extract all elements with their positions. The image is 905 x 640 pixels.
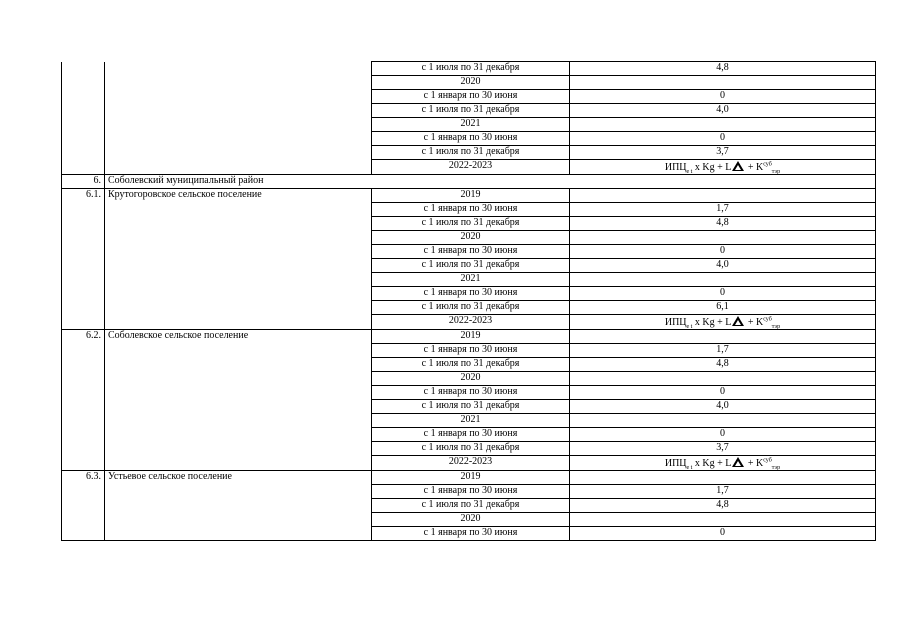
period-cell: 2022-2023 bbox=[372, 456, 570, 471]
item-number bbox=[62, 76, 105, 90]
period-cell: с 1 июля по 31 декабря bbox=[372, 146, 570, 160]
value-cell: 0 bbox=[570, 428, 876, 442]
settlement-name bbox=[105, 400, 372, 414]
settlement-name bbox=[105, 273, 372, 287]
value-cell bbox=[570, 76, 876, 90]
value-cell: 0 bbox=[570, 287, 876, 301]
period-cell: с 1 января по 30 июня bbox=[372, 245, 570, 259]
formula-plus: + K bbox=[745, 317, 764, 328]
formula-sub: е t bbox=[686, 169, 693, 175]
table-row bbox=[62, 513, 876, 527]
table-row bbox=[62, 118, 876, 132]
table-row bbox=[62, 414, 876, 428]
period-cell: с 1 января по 30 июня bbox=[372, 527, 570, 541]
table-row bbox=[62, 104, 876, 118]
value-cell: 0 bbox=[570, 245, 876, 259]
item-number bbox=[62, 287, 105, 301]
table-row bbox=[62, 62, 876, 76]
item-number: 6.2. bbox=[62, 330, 105, 344]
table-row bbox=[62, 485, 876, 499]
value-cell bbox=[570, 471, 876, 485]
formula-cell bbox=[570, 160, 876, 175]
item-number bbox=[62, 442, 105, 456]
item-number bbox=[62, 301, 105, 315]
period-cell: 2021 bbox=[372, 414, 570, 428]
tariff-table bbox=[61, 61, 876, 541]
table-row bbox=[62, 527, 876, 541]
period-cell: 2020 bbox=[372, 231, 570, 245]
item-number bbox=[62, 259, 105, 273]
table-row bbox=[62, 428, 876, 442]
value-cell bbox=[570, 330, 876, 344]
period-cell: 2019 bbox=[372, 330, 570, 344]
period-cell: 2020 bbox=[372, 76, 570, 90]
settlement-name bbox=[105, 485, 372, 499]
value-cell: 0 bbox=[570, 132, 876, 146]
formula-sup: суб bbox=[763, 316, 772, 323]
table-row bbox=[62, 499, 876, 513]
settlement-name bbox=[105, 203, 372, 217]
item-number bbox=[62, 428, 105, 442]
formula-prefix: ИПЦ bbox=[664, 458, 687, 469]
settlement-name bbox=[105, 132, 372, 146]
period-cell: 2022-2023 bbox=[372, 160, 570, 175]
settlement-name bbox=[105, 90, 372, 104]
formula-sup: суб bbox=[763, 161, 772, 168]
period-cell: с 1 января по 30 июня bbox=[372, 485, 570, 499]
item-number bbox=[62, 456, 105, 471]
item-number bbox=[62, 513, 105, 527]
table-row bbox=[62, 372, 876, 386]
value-cell bbox=[570, 414, 876, 428]
settlement-name bbox=[105, 118, 372, 132]
formula-sub-tail: тэр bbox=[771, 465, 781, 471]
value-cell: 0 bbox=[570, 527, 876, 541]
item-number bbox=[62, 414, 105, 428]
delta-icon bbox=[732, 316, 744, 326]
formula-middle: x Kg + L bbox=[692, 317, 732, 328]
settlement-name bbox=[105, 456, 372, 471]
item-number: 6.1. bbox=[62, 189, 105, 203]
table-row bbox=[62, 259, 876, 273]
item-number bbox=[62, 203, 105, 217]
table-row bbox=[62, 358, 876, 372]
value-cell bbox=[570, 513, 876, 527]
period-cell: с 1 июля по 31 декабря bbox=[372, 62, 570, 76]
formula-sup: суб bbox=[763, 457, 772, 464]
value-cell: 4,0 bbox=[570, 259, 876, 273]
settlement-name bbox=[105, 315, 372, 330]
settlement-name bbox=[105, 442, 372, 456]
item-number bbox=[62, 386, 105, 400]
period-cell: с 1 января по 30 июня bbox=[372, 287, 570, 301]
settlement-name bbox=[105, 344, 372, 358]
value-cell: 0 bbox=[570, 90, 876, 104]
table-row bbox=[62, 76, 876, 90]
table-row bbox=[62, 315, 876, 330]
period-cell: 2019 bbox=[372, 471, 570, 485]
item-number bbox=[62, 372, 105, 386]
value-cell: 4,0 bbox=[570, 104, 876, 118]
table-row bbox=[62, 287, 876, 301]
item-number bbox=[62, 104, 105, 118]
table-row bbox=[62, 203, 876, 217]
formula-prefix: ИПЦ bbox=[664, 162, 687, 173]
value-cell: 1,7 bbox=[570, 485, 876, 499]
settlement-name: Соболевское сельское поселение bbox=[105, 330, 372, 344]
period-cell: с 1 января по 30 июня bbox=[372, 203, 570, 217]
value-cell: 4,0 bbox=[570, 400, 876, 414]
period-cell: с 1 января по 30 июня bbox=[372, 90, 570, 104]
delta-icon bbox=[732, 457, 744, 467]
value-cell: 0 bbox=[570, 386, 876, 400]
period-cell: 2021 bbox=[372, 273, 570, 287]
table-row bbox=[62, 400, 876, 414]
item-number bbox=[62, 90, 105, 104]
delta-icon bbox=[732, 161, 744, 171]
value-cell: 1,7 bbox=[570, 203, 876, 217]
settlement-name bbox=[105, 386, 372, 400]
item-number: 6.3. bbox=[62, 471, 105, 485]
value-cell: 4,8 bbox=[570, 62, 876, 76]
item-number bbox=[62, 358, 105, 372]
formula-prefix: ИПЦ bbox=[664, 317, 687, 328]
formula-sub-tail: тэр bbox=[771, 324, 781, 330]
item-number bbox=[62, 118, 105, 132]
formula-plus: + K bbox=[745, 162, 764, 173]
settlement-name bbox=[105, 287, 372, 301]
settlement-name bbox=[105, 160, 372, 175]
formula-cell bbox=[570, 315, 876, 330]
item-number bbox=[62, 62, 105, 76]
table-row bbox=[62, 456, 876, 471]
table-row bbox=[62, 160, 876, 175]
settlement-name bbox=[105, 104, 372, 118]
value-cell: 1,7 bbox=[570, 344, 876, 358]
item-number bbox=[62, 344, 105, 358]
value-cell: 4,8 bbox=[570, 358, 876, 372]
item-number: 6. bbox=[62, 175, 105, 189]
table-row bbox=[62, 146, 876, 160]
table-row bbox=[62, 442, 876, 456]
value-cell: 3,7 bbox=[570, 442, 876, 456]
settlement-name bbox=[105, 76, 372, 90]
settlement-name bbox=[105, 499, 372, 513]
settlement-name bbox=[105, 358, 372, 372]
item-number bbox=[62, 400, 105, 414]
table-row bbox=[62, 273, 876, 287]
item-number bbox=[62, 273, 105, 287]
item-number bbox=[62, 485, 105, 499]
settlement-name bbox=[105, 231, 372, 245]
settlement-name bbox=[105, 414, 372, 428]
formula-plus: + K bbox=[745, 458, 764, 469]
settlement-name bbox=[105, 245, 372, 259]
table-row bbox=[62, 330, 876, 344]
section-name: Соболевский муниципальный район bbox=[105, 175, 876, 189]
item-number bbox=[62, 146, 105, 160]
settlement-name bbox=[105, 217, 372, 231]
value-cell bbox=[570, 189, 876, 203]
value-cell bbox=[570, 273, 876, 287]
formula-sub: е t bbox=[686, 465, 693, 471]
formula-sub: е t bbox=[686, 324, 693, 330]
period-cell: 2020 bbox=[372, 513, 570, 527]
settlement-name bbox=[105, 428, 372, 442]
formula-sub-tail: тэр bbox=[771, 169, 781, 175]
value-cell: 6,1 bbox=[570, 301, 876, 315]
settlement-name bbox=[105, 146, 372, 160]
settlement-name bbox=[105, 301, 372, 315]
period-cell: с 1 июля по 31 декабря bbox=[372, 499, 570, 513]
period-cell: 2022-2023 bbox=[372, 315, 570, 330]
formula-middle: x Kg + L bbox=[692, 162, 732, 173]
period-cell: с 1 января по 30 июня bbox=[372, 344, 570, 358]
table-row bbox=[62, 344, 876, 358]
item-number bbox=[62, 231, 105, 245]
table-row bbox=[62, 217, 876, 231]
value-cell bbox=[570, 231, 876, 245]
settlement-name bbox=[105, 513, 372, 527]
period-cell: с 1 июля по 31 декабря bbox=[372, 358, 570, 372]
period-cell: 2020 bbox=[372, 372, 570, 386]
period-cell: с 1 января по 30 июня bbox=[372, 386, 570, 400]
table-row bbox=[62, 245, 876, 259]
formula-middle: x Kg + L bbox=[692, 458, 732, 469]
item-number bbox=[62, 527, 105, 541]
settlement-name bbox=[105, 527, 372, 541]
value-cell: 4,8 bbox=[570, 217, 876, 231]
table-row bbox=[62, 386, 876, 400]
period-cell: с 1 января по 30 июня bbox=[372, 428, 570, 442]
period-cell: с 1 июля по 31 декабря bbox=[372, 104, 570, 118]
table-row bbox=[62, 90, 876, 104]
settlement-name bbox=[105, 259, 372, 273]
period-cell: с 1 июля по 31 декабря bbox=[372, 442, 570, 456]
value-cell bbox=[570, 372, 876, 386]
period-cell: 2019 bbox=[372, 189, 570, 203]
item-number bbox=[62, 499, 105, 513]
item-number bbox=[62, 132, 105, 146]
item-number bbox=[62, 160, 105, 175]
period-cell: с 1 июля по 31 декабря bbox=[372, 217, 570, 231]
value-cell: 3,7 bbox=[570, 146, 876, 160]
tariff-table-body bbox=[62, 62, 876, 541]
settlement-name: Крутогоровское сельское поселение bbox=[105, 189, 372, 203]
settlement-name bbox=[105, 372, 372, 386]
period-cell: с 1 июля по 31 декабря bbox=[372, 301, 570, 315]
section-row bbox=[62, 175, 876, 189]
settlement-name: Устьевое сельское поселение bbox=[105, 471, 372, 485]
settlement-name bbox=[105, 62, 372, 76]
table-row bbox=[62, 189, 876, 203]
formula-cell bbox=[570, 456, 876, 471]
period-cell: с 1 июля по 31 декабря bbox=[372, 400, 570, 414]
value-cell bbox=[570, 118, 876, 132]
period-cell: с 1 июля по 31 декабря bbox=[372, 259, 570, 273]
table-row bbox=[62, 471, 876, 485]
table-row bbox=[62, 231, 876, 245]
period-cell: с 1 января по 30 июня bbox=[372, 132, 570, 146]
period-cell: 2021 bbox=[372, 118, 570, 132]
table-row bbox=[62, 132, 876, 146]
item-number bbox=[62, 245, 105, 259]
item-number bbox=[62, 315, 105, 330]
value-cell: 4,8 bbox=[570, 499, 876, 513]
table-row bbox=[62, 301, 876, 315]
item-number bbox=[62, 217, 105, 231]
